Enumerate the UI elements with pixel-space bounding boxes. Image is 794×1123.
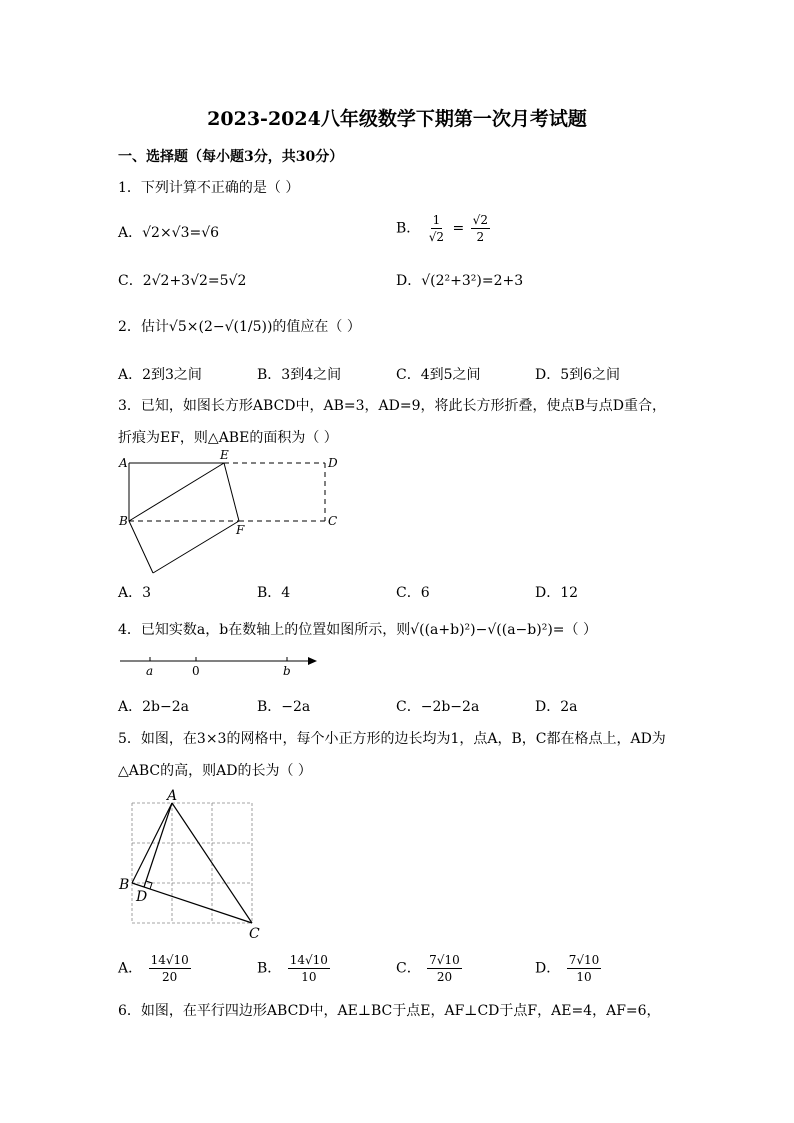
stem-text: 2．估计 [118, 319, 169, 335]
q2-option-b[interactable]: B．3到4之间 [257, 367, 342, 383]
question-3-line2: 折痕为EF，则△ABE的面积为（ ） [118, 430, 338, 446]
altitude-ad [144, 803, 172, 887]
arrow-right-icon [308, 657, 317, 665]
point-label-b: B [119, 877, 130, 893]
option-label: C． [396, 960, 421, 977]
stem-expression: √5×(2−√(1/5)) [168, 319, 273, 335]
grid-lines [132, 803, 252, 923]
axis-label-a: a [146, 664, 154, 678]
option-label: D． [535, 960, 561, 977]
fold-line-ef [224, 463, 239, 521]
question-3-line1: 3．已知，如图长方形ABCD中，AB=3，AD=9，将此长方形折叠，使点B与点D重合， [118, 398, 667, 414]
q1-option-b[interactable] [396, 214, 492, 243]
edge-be [129, 463, 224, 521]
question-4-stem: 4．已知实数a，b在数轴上的位置如图所示，则√((a+b)²)−√((a−b)²)=（ ） [118, 622, 597, 638]
q1-option-c[interactable] [118, 270, 246, 290]
stem-text: 的值应在（ ） [272, 319, 361, 335]
q3-option-c[interactable]: C．6 [396, 585, 430, 601]
point-label-f: F [236, 523, 245, 537]
point-label-b: B [119, 514, 128, 528]
fraction: $\frac{1}{√2}$ [428, 213, 445, 244]
q3-option-a[interactable]: A．3 [118, 585, 152, 601]
q4-option-a[interactable]: A．2b−2a [118, 699, 189, 715]
fraction: $\frac{√2}{2}$ [472, 213, 488, 244]
option-label: D． [396, 273, 422, 289]
rectangle-fold-figure [112, 448, 352, 580]
q2-option-a[interactable]: A．2到3之间 [118, 367, 202, 383]
grid-triangle-figure [112, 785, 272, 945]
fraction: $\frac{7√10}{20}$ [429, 953, 460, 984]
q5-option-c[interactable] [396, 954, 464, 983]
q5-option-d[interactable] [535, 954, 603, 983]
option-expression: √(2²+3²)=2+3 [421, 273, 524, 289]
point-label-e: E [220, 448, 229, 462]
option-label: A． [118, 225, 143, 241]
fraction: $\frac{7√10}{10}$ [568, 953, 600, 984]
question-5-line1: 5．如图，在3×3的网格中，每个小正方形的边长均为1，点A，B，C都在格点上，AD为 [118, 731, 666, 747]
option-label: B． [396, 220, 421, 237]
q4-option-c[interactable]: C．−2b−2a [396, 699, 480, 715]
question-6-stem: 6．如图，在平行四边形ABCD中，AE⊥BC于点E，AF⊥CD于点F，AE=4，AF=6， [118, 1003, 661, 1019]
page-title: 2023-2024八年级数学下期第一次月考试题 [207, 108, 587, 130]
q5-option-b[interactable] [257, 954, 332, 983]
q4-option-b[interactable]: B．−2a [257, 699, 311, 715]
point-label-a: A [119, 456, 128, 470]
folded-edge [153, 521, 239, 573]
question-1-stem: 1．下列计算不正确的是（ ） [118, 180, 300, 196]
option-expression: √2×√3=√6 [142, 225, 220, 241]
axis-label-b: b [283, 664, 291, 678]
folded-edge [129, 521, 153, 573]
fraction: $\frac{14√10}{10}$ [289, 953, 328, 984]
question-2-stem [118, 316, 361, 336]
equals-sign: = [452, 220, 465, 237]
option-label: B． [257, 960, 282, 977]
question-5-line2: △ABC的高，则AD的长为（ ） [118, 763, 312, 779]
option-label: C． [118, 273, 143, 289]
q2-option-c[interactable]: C．4到5之间 [396, 367, 481, 383]
section-heading: 一、选择题（每小题3分，共30分） [118, 149, 344, 165]
point-label-c: C [249, 926, 260, 942]
number-line-figure [112, 648, 332, 678]
axis-label-zero: 0 [192, 664, 200, 678]
q1-option-a[interactable] [118, 222, 219, 242]
q3-option-b[interactable]: B．4 [257, 585, 291, 601]
point-label-c: C [328, 514, 338, 528]
option-label: A． [118, 960, 143, 977]
q4-option-d[interactable]: D．2a [535, 699, 578, 715]
point-label-d: D [136, 889, 148, 905]
fraction: $\frac{14√10}{20}$ [150, 953, 189, 984]
q1-option-d[interactable] [396, 270, 523, 290]
option-expression: 2√2+3√2=5√2 [142, 273, 247, 289]
point-label-a: A [167, 788, 178, 804]
q3-option-d[interactable]: D．12 [535, 585, 579, 601]
q2-option-d[interactable]: D．5到6之间 [535, 367, 621, 383]
q5-option-a[interactable] [118, 954, 193, 983]
point-label-d: D [328, 456, 338, 470]
